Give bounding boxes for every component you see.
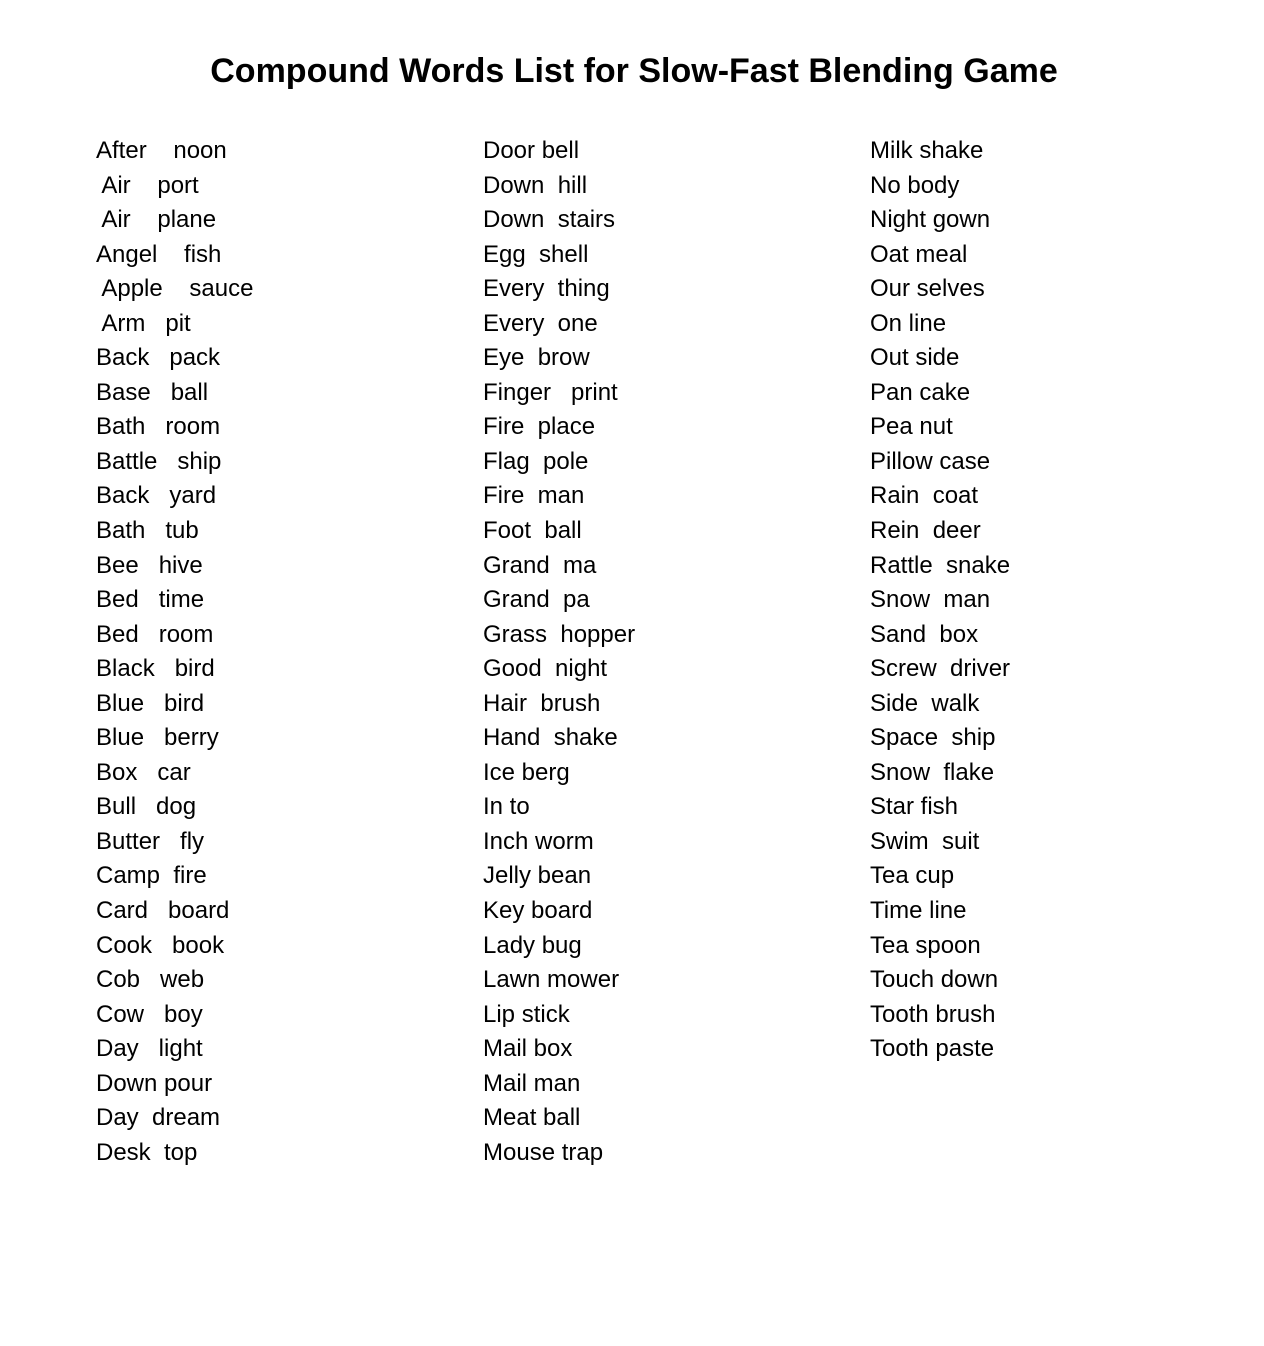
compound-word: Side walk [870, 689, 980, 717]
compound-word: Good night [483, 655, 608, 683]
compound-word: Screw driver [870, 655, 1011, 683]
compound-word: Oat meal [870, 240, 968, 268]
compound-word: Tooth brush [870, 1000, 996, 1028]
compound-word: Swim suit [870, 827, 980, 855]
compound-word: Lady bug [483, 931, 582, 959]
compound-word: Tea spoon [870, 931, 981, 959]
compound-word: Day light [96, 1035, 203, 1063]
compound-word: Box car [96, 758, 191, 786]
compound-word: Mouse trap [483, 1138, 604, 1166]
compound-word: Lip stick [483, 1000, 570, 1028]
compound-word: Inch worm [483, 827, 594, 855]
compound-word: Grass hopper [483, 620, 636, 648]
compound-word: Butter fly [96, 827, 205, 855]
compound-word: Card board [96, 897, 230, 925]
compound-word: Fire man [483, 482, 585, 510]
compound-word: Egg shell [483, 240, 589, 268]
compound-word: Lawn mower [483, 966, 620, 994]
compound-word: Rein deer [870, 517, 981, 545]
compound-word: Time line [870, 897, 967, 925]
compound-word: Down stairs [483, 206, 616, 234]
compound-word: Bath tub [96, 517, 199, 545]
compound-word: Camp fire [96, 862, 207, 890]
compound-word: Tea cup [870, 862, 955, 890]
compound-word: Jelly bean [483, 862, 592, 890]
compound-word: Door bell [483, 137, 580, 164]
compound-word: Foot ball [483, 517, 582, 545]
compound-word: Pan cake [870, 378, 971, 406]
compound-word: Bee hive [96, 551, 203, 579]
compound-word: Eye brow [483, 344, 590, 372]
compound-word: Snow flake [870, 758, 995, 786]
compound-word: Grand ma [483, 551, 597, 579]
compound-word: Tooth paste [870, 1035, 995, 1063]
compound-word: Cob web [96, 966, 205, 994]
compound-word: Angel fish [96, 240, 222, 268]
compound-word: Fire place [483, 413, 596, 441]
compound-word: Battle ship [96, 447, 222, 475]
word-column-2 [483, 134, 635, 1170]
compound-word: Grand pa [483, 586, 590, 614]
compound-word: Desk top [96, 1138, 198, 1166]
compound-word: Base ball [96, 378, 209, 406]
compound-word: Down pour [96, 1069, 213, 1097]
compound-word: Flag pole [483, 447, 589, 475]
compound-word: Back yard [96, 482, 217, 510]
compound-word: On line [870, 309, 947, 337]
compound-word: Every one [483, 309, 598, 337]
word-column-3 [870, 134, 1010, 1067]
compound-word: Hair brush [483, 689, 601, 717]
compound-word: Rattle snake [870, 551, 1011, 579]
compound-word: Back pack [96, 344, 221, 372]
compound-word: Meat ball [483, 1104, 581, 1132]
compound-word: Pillow case [870, 447, 991, 475]
compound-word: Bath room [96, 413, 221, 441]
compound-word: Space ship [870, 724, 996, 752]
compound-word: Snow man [870, 586, 991, 614]
compound-word: Air plane [96, 206, 217, 234]
compound-word: Bed time [96, 586, 205, 614]
compound-word: Air port [96, 171, 199, 199]
compound-word: Rain coat [870, 482, 979, 510]
compound-word: Bed room [96, 620, 214, 648]
compound-word: In to [483, 793, 530, 821]
page-title: Compound Words List for Slow-Fast Blending Game [210, 52, 1058, 90]
compound-word: Hand shake [483, 724, 618, 752]
compound-word: No body [870, 171, 960, 199]
compound-word: Ice berg [483, 758, 570, 786]
compound-word: Arm pit [96, 309, 191, 337]
compound-word: Mail box [483, 1035, 573, 1063]
compound-word: Out side [870, 344, 960, 372]
compound-word: Pea nut [870, 413, 953, 441]
compound-word: Key board [483, 897, 593, 925]
compound-word: Star fish [870, 793, 959, 821]
compound-word: Our selves [870, 275, 985, 303]
compound-word: Touch down [870, 966, 999, 994]
compound-word: Cow boy [96, 1000, 203, 1028]
compound-word: Finger print [483, 378, 618, 406]
compound-word: Milk shake [870, 137, 984, 164]
compound-word: Day dream [96, 1104, 221, 1132]
compound-word: Blue bird [96, 689, 205, 717]
compound-word: Black bird [96, 655, 215, 683]
compound-word: Bull dog [96, 793, 197, 821]
compound-word: Mail man [483, 1069, 581, 1097]
compound-word: Sand box [870, 620, 979, 648]
compound-word: Down hill [483, 171, 588, 199]
compound-word: Apple sauce [96, 275, 254, 303]
compound-word: Night gown [870, 206, 991, 234]
compound-word: After noon [96, 137, 227, 164]
compound-word: Blue berry [96, 724, 219, 752]
word-column-1 [96, 134, 253, 1170]
compound-word: Every thing [483, 275, 610, 303]
compound-word: Cook book [96, 931, 225, 959]
